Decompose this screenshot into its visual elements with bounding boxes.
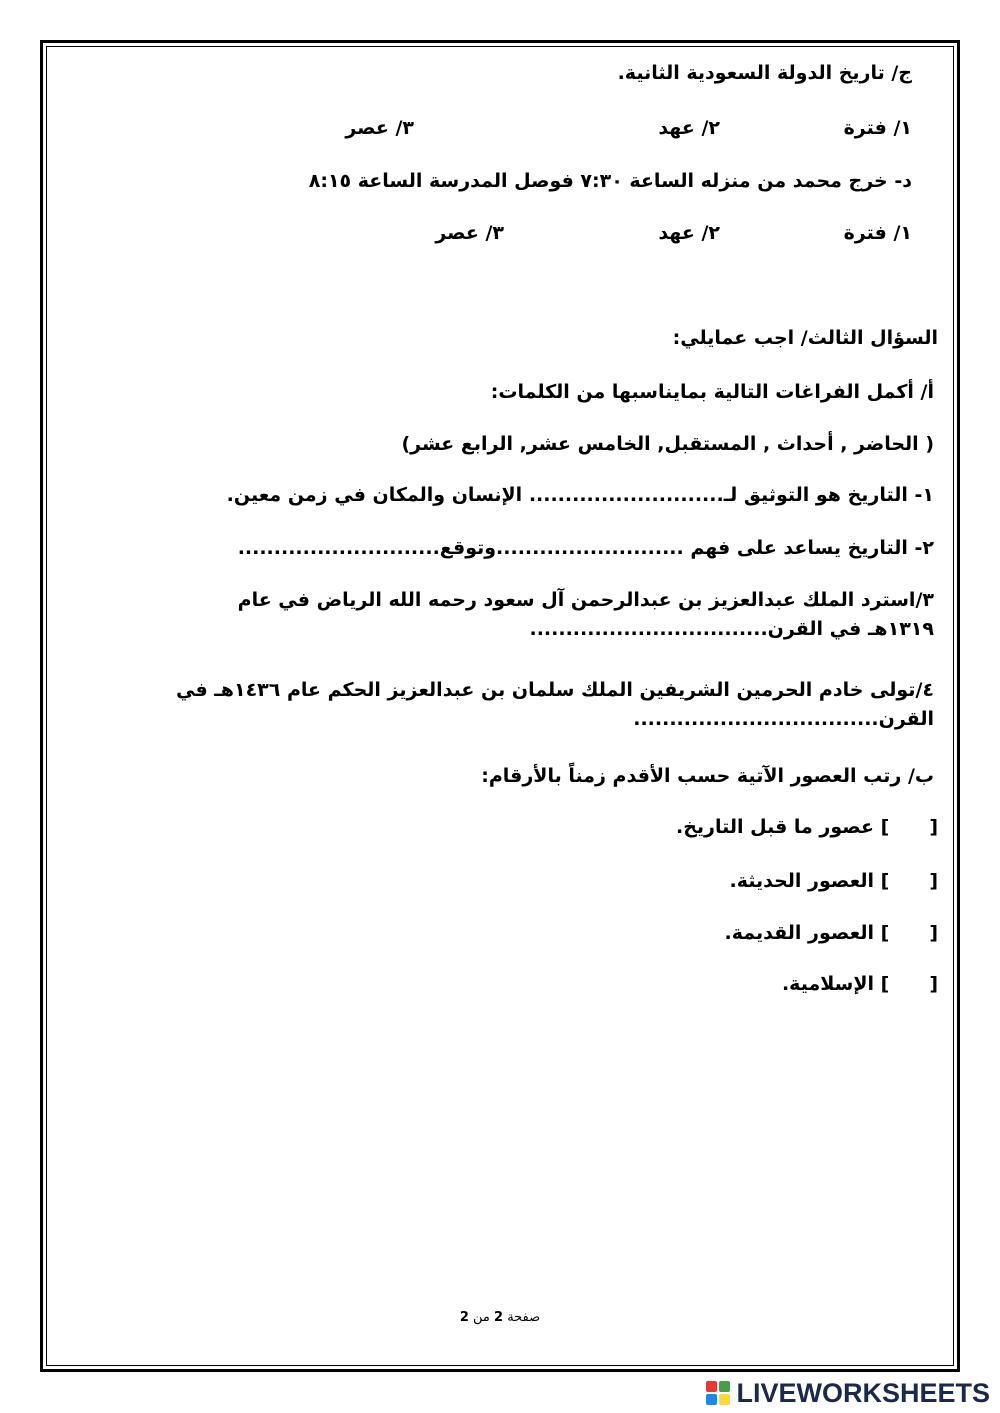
q3-part-a-instruction: أ/ أكمل الفراغات التالية بمايناسبها من الكلمات: bbox=[490, 381, 934, 403]
q3-item-3: ٣/استرد الملك عبدالعزيز بن عبدالرحمن آل سعود رحمه الله الرياض في عام ١٣١٩هـ في القرن................................. bbox=[237, 589, 934, 641]
option-c-3: ٣/ عصر bbox=[345, 117, 414, 139]
order-item-label: العصور الحديثة. bbox=[729, 870, 874, 892]
q3-title: السؤال الثالث/ اجب عمايلي: bbox=[672, 327, 938, 349]
brand-name: LIVEWORKSHEETS bbox=[736, 1377, 990, 1408]
answer-bracket[interactable]: [] bbox=[880, 816, 938, 838]
option-c-1: ١/ فترة bbox=[843, 117, 912, 139]
order-item-2 bbox=[729, 870, 938, 893]
q3-item-1: ١- التاريخ هو التوثيق لـ........................... الإنسان والمكان في زمن معين. bbox=[226, 484, 934, 506]
order-item-label: عصور ما قبل التاريخ. bbox=[676, 816, 874, 838]
question-c: ج/ تاريخ الدولة السعودية الثانية. bbox=[617, 62, 912, 84]
order-item-4 bbox=[782, 973, 938, 996]
page-number: صفحة 2 من 2 bbox=[459, 1310, 541, 1325]
q3-word-bank: ( الحاضر , أحداث , المستقبل, الخامس عشر, الرابع عشر) bbox=[401, 433, 934, 455]
liveworksheets-logo-icon bbox=[706, 1381, 730, 1405]
option-c-2: ٢/ عهد bbox=[658, 117, 720, 139]
answer-bracket[interactable]: [] bbox=[880, 922, 938, 944]
liveworksheets-brand bbox=[706, 1378, 990, 1408]
q3-part-b-instruction: ب/ رتب العصور الآتية حسب الأقدم زمناً بالأرقام: bbox=[481, 765, 934, 787]
order-item-label: الإسلامية. bbox=[781, 973, 874, 995]
option-d-3: ٣/ عصر bbox=[435, 222, 504, 244]
order-item-3 bbox=[725, 922, 938, 945]
answer-bracket[interactable]: [] bbox=[880, 870, 938, 892]
q3-item-4: ٤/تولى خادم الحرمين الشريفين الملك سلمان بن عبدالعزيز الحكم عام ١٤٣٦هـ في القرن.................................. bbox=[176, 679, 934, 731]
order-item-label: العصور القديمة. bbox=[724, 922, 874, 944]
option-d-1: ١/ فترة bbox=[843, 222, 912, 244]
option-d-2: ٢/ عهد bbox=[658, 222, 720, 244]
order-item-1 bbox=[676, 816, 938, 839]
answer-bracket[interactable]: [] bbox=[880, 973, 938, 995]
question-d: د- خرج محمد من منزله الساعة ٧:٣٠ فوصل المدرسة الساعة ٨:١٥ bbox=[308, 170, 912, 192]
q3-item-2: ٢- التاريخ يساعد على فهم ..........................وتوقع............................ bbox=[237, 537, 934, 559]
